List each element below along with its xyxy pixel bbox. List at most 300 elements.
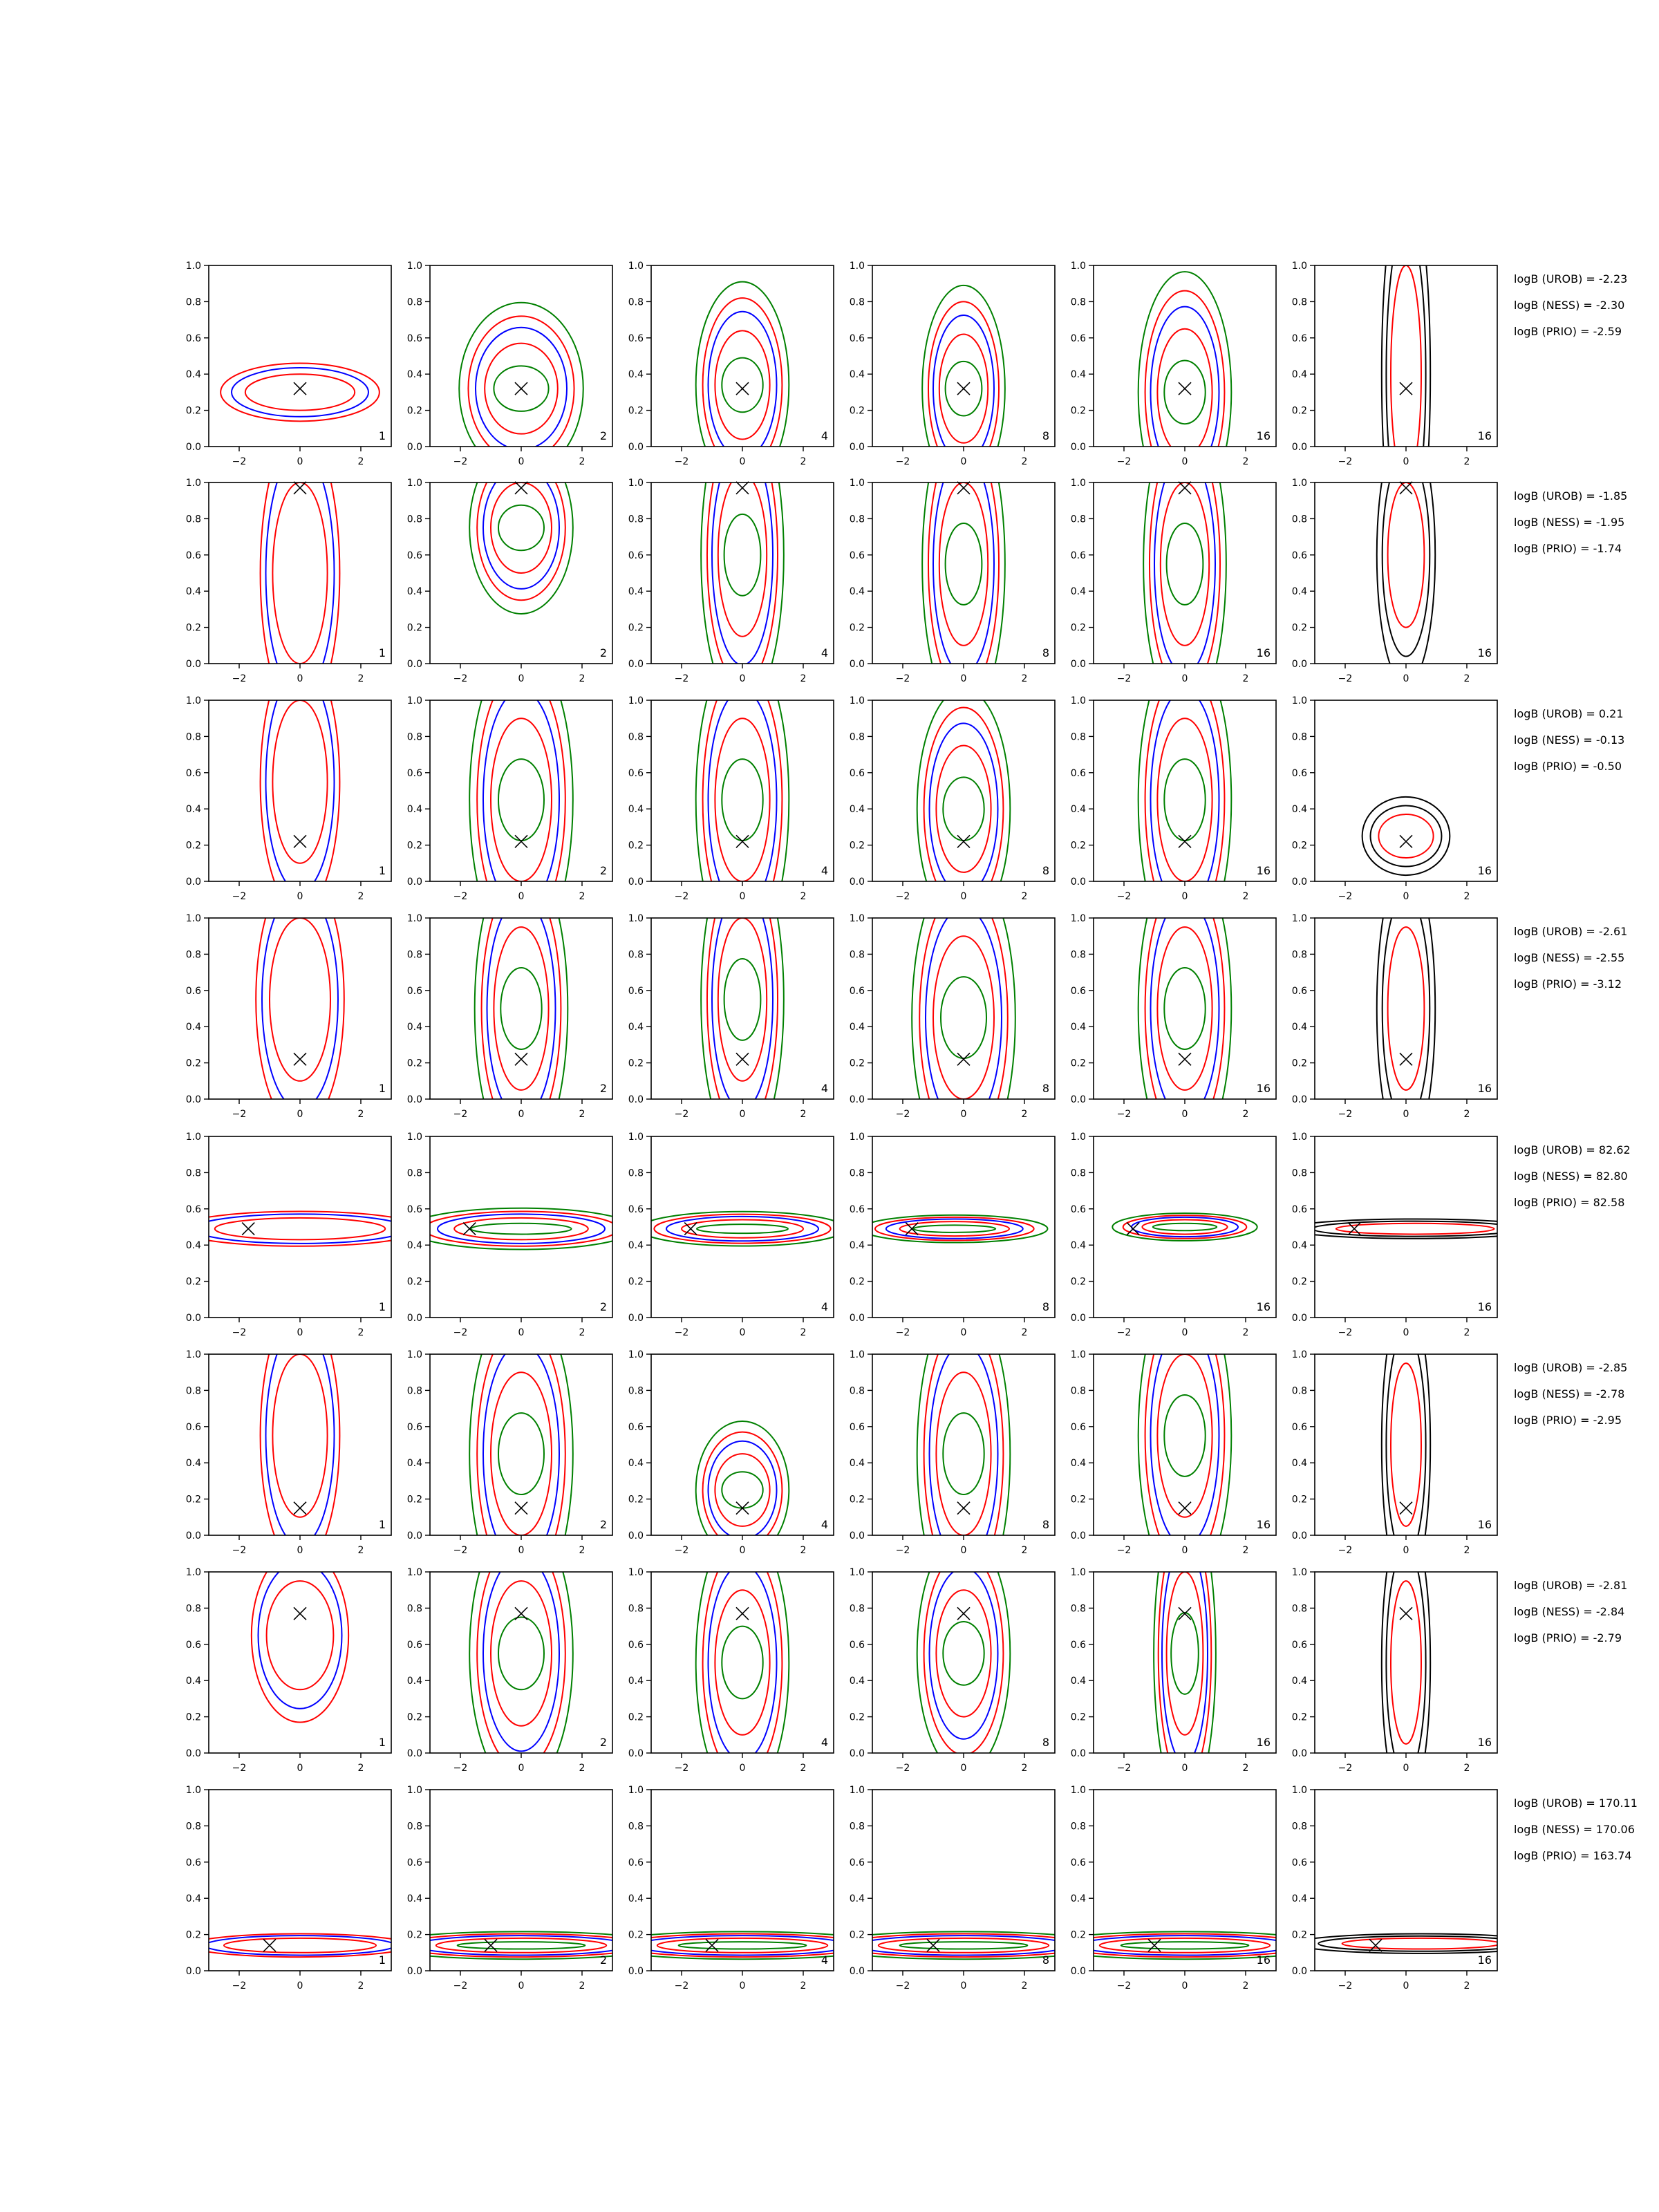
contour-green-inner xyxy=(1171,1613,1199,1694)
y-tick-label: 0.8 xyxy=(1291,1821,1307,1833)
panel-r4-c6 xyxy=(1292,862,1497,1155)
y-tick-label: 1.0 xyxy=(406,695,422,706)
x-tick-label: −2 xyxy=(1338,1545,1353,1556)
panel-r3-c2 xyxy=(407,645,612,955)
y-tick-label: 0.6 xyxy=(628,1203,644,1215)
y-tick-label: 0.0 xyxy=(185,1094,201,1105)
truth-marker xyxy=(294,1053,306,1065)
x-tick-label: −2 xyxy=(1338,456,1353,467)
truth-marker xyxy=(294,382,306,395)
y-tick-label: 0.0 xyxy=(1291,877,1307,888)
y-tick-label: 0.4 xyxy=(185,1893,201,1905)
y-tick-label: 1.0 xyxy=(628,695,644,706)
y-tick-label: 0.2 xyxy=(1291,1276,1307,1288)
y-tick-label: 0.2 xyxy=(185,1494,201,1506)
y-tick-label: 0.0 xyxy=(849,1313,865,1324)
y-tick-label: 0.6 xyxy=(185,1421,201,1433)
contour-green-inner xyxy=(1153,1224,1217,1230)
contour-green-inner xyxy=(498,1413,544,1494)
x-tick-label: −2 xyxy=(232,891,247,902)
x-tick-label: 0 xyxy=(518,673,525,684)
y-tick-label: 0.6 xyxy=(1291,550,1307,561)
y-tick-label: 0.2 xyxy=(628,840,644,852)
x-tick-label: −2 xyxy=(232,1763,247,1774)
y-tick-label: 0.6 xyxy=(1291,985,1307,997)
x-tick-label: −2 xyxy=(674,1109,689,1120)
contour-red-inner xyxy=(715,330,769,439)
y-tick-label: 0.4 xyxy=(185,369,201,381)
axes-frame xyxy=(1315,265,1497,447)
logb-annotation: logB (PRIO) = -0.50 xyxy=(1514,760,1622,773)
x-tick-label: 2 xyxy=(800,1763,807,1774)
x-tick-label: −2 xyxy=(674,891,689,902)
y-tick-label: 0.8 xyxy=(849,731,865,743)
axes-frame xyxy=(651,918,834,1099)
contour-green-inner xyxy=(1164,1395,1205,1477)
x-tick-label: 0 xyxy=(297,1545,303,1556)
y-tick-label: 0.0 xyxy=(628,1094,644,1105)
y-tick-label: 0.8 xyxy=(185,297,201,308)
contour-red-inner xyxy=(1142,1220,1227,1235)
y-tick-label: 0.0 xyxy=(185,442,201,453)
axes-frame xyxy=(1094,1136,1276,1318)
contour-group xyxy=(261,1305,340,1566)
axes-frame xyxy=(872,265,1055,447)
x-tick-label: 0 xyxy=(297,673,303,684)
y-tick-label: 0.8 xyxy=(849,1168,865,1179)
y-tick-label: 0.4 xyxy=(1291,1240,1307,1252)
y-tick-label: 0.8 xyxy=(406,1168,422,1179)
axes-frame xyxy=(1094,482,1276,664)
contour-group xyxy=(696,1525,789,1800)
x-tick-label: 2 xyxy=(1242,1327,1249,1338)
y-tick-label: 0.0 xyxy=(628,1313,644,1324)
y-tick-label: 0.2 xyxy=(406,1712,422,1723)
y-tick-label: 1.0 xyxy=(628,1567,644,1578)
x-tick-label: 0 xyxy=(960,1980,967,1991)
contour-blue xyxy=(709,1565,777,1761)
panel-r3-c4 xyxy=(850,688,1055,929)
x-tick-label: 2 xyxy=(357,673,364,684)
y-tick-label: 0.4 xyxy=(628,1240,644,1252)
contour-red-inner xyxy=(1157,718,1212,881)
y-tick-label: 1.0 xyxy=(628,261,644,272)
axes-frame xyxy=(209,1790,391,1971)
contour-green-inner xyxy=(722,759,762,841)
x-tick-label: 2 xyxy=(1463,891,1470,902)
y-tick-label: 0.2 xyxy=(1070,622,1086,634)
y-tick-label: 0.0 xyxy=(849,877,865,888)
y-tick-label: 0.2 xyxy=(628,1058,644,1069)
y-tick-label: 1.0 xyxy=(1070,1785,1086,1796)
y-tick-label: 0.2 xyxy=(849,1058,865,1069)
x-tick-label: 2 xyxy=(357,1763,364,1774)
y-tick-label: 1.0 xyxy=(849,1785,865,1796)
truth-marker xyxy=(706,1939,718,1951)
x-tick-label: 0 xyxy=(739,1980,746,1991)
y-tick-label: 1.0 xyxy=(1070,1567,1086,1578)
y-tick-label: 0.4 xyxy=(849,369,865,381)
y-tick-label: 1.0 xyxy=(1291,913,1307,924)
y-tick-label: 0.6 xyxy=(1070,985,1086,997)
x-tick-label: −2 xyxy=(1116,673,1132,684)
contour-red-inner xyxy=(936,746,991,872)
y-tick-label: 0.2 xyxy=(1291,622,1307,634)
panel-r8-c6 xyxy=(1292,1785,1548,1991)
y-tick-label: 0.0 xyxy=(406,1748,422,1759)
axes-frame xyxy=(1094,1572,1276,1753)
x-tick-label: −2 xyxy=(1338,1763,1353,1774)
y-tick-label: 0.6 xyxy=(1070,1857,1086,1868)
y-tick-label: 1.0 xyxy=(185,1132,201,1143)
x-tick-label: 0 xyxy=(1403,456,1409,467)
y-tick-label: 0.2 xyxy=(849,622,865,634)
contour-red-inner xyxy=(682,1220,803,1238)
contour-green-outer xyxy=(917,1533,1011,1774)
y-tick-label: 0.2 xyxy=(406,1494,422,1506)
x-tick-label: −2 xyxy=(1116,1545,1132,1556)
x-tick-label: 2 xyxy=(800,891,807,902)
panel-r8-c4 xyxy=(819,1785,1109,1991)
contour-green-outer xyxy=(912,863,1015,1172)
y-tick-label: 0.0 xyxy=(406,659,422,670)
y-tick-label: 1.0 xyxy=(406,478,422,489)
y-tick-label: 0.4 xyxy=(1070,369,1086,381)
contour-green-inner xyxy=(724,959,761,1040)
y-tick-label: 0.4 xyxy=(406,369,422,381)
contour-red-inner xyxy=(267,1581,334,1689)
contour-red-outer xyxy=(221,363,379,421)
contour-group xyxy=(190,1934,411,1958)
y-tick-label: 0.2 xyxy=(406,1276,422,1288)
y-tick-label: 0.6 xyxy=(1070,332,1086,344)
y-tick-label: 0.6 xyxy=(849,1421,865,1433)
axes-frame xyxy=(430,700,612,881)
contour-green-inner xyxy=(722,358,762,413)
x-tick-label: 0 xyxy=(297,1980,303,1991)
contour-group xyxy=(256,869,344,1130)
y-tick-label: 0.8 xyxy=(849,514,865,525)
y-tick-label: 0.0 xyxy=(849,659,865,670)
truth-marker xyxy=(515,1502,527,1515)
axes-frame xyxy=(430,265,612,447)
panel-number: 16 xyxy=(1256,1082,1271,1095)
x-tick-label: −2 xyxy=(1116,1763,1132,1774)
x-tick-label: 2 xyxy=(1021,673,1028,684)
x-tick-label: 2 xyxy=(1021,891,1028,902)
y-tick-label: 1.0 xyxy=(1291,1132,1307,1143)
x-tick-label: 2 xyxy=(800,1545,807,1556)
y-tick-label: 0.8 xyxy=(849,297,865,308)
y-tick-label: 1.0 xyxy=(1291,1567,1307,1578)
axes-frame xyxy=(872,700,1055,881)
panel-number: 1 xyxy=(378,1082,386,1095)
x-tick-label: 0 xyxy=(1181,1545,1188,1556)
y-tick-label: 0.4 xyxy=(1070,1893,1086,1905)
y-tick-label: 0.2 xyxy=(1291,1494,1307,1506)
y-tick-label: 0.8 xyxy=(628,1385,644,1397)
y-tick-label: 0.8 xyxy=(185,1821,201,1833)
contour-group xyxy=(917,1533,1011,1774)
y-tick-label: 0.0 xyxy=(406,1530,422,1541)
truth-marker xyxy=(1400,835,1412,847)
contour-black-inner xyxy=(1386,222,1425,526)
panel-number: 1 xyxy=(378,1300,386,1313)
logb-annotation: logB (UROB) = 0.21 xyxy=(1514,707,1624,720)
y-tick-label: 0.6 xyxy=(1291,332,1307,344)
y-tick-label: 0.2 xyxy=(1070,1058,1086,1069)
panel-r8-c5 xyxy=(1040,1785,1330,1991)
y-tick-label: 0.8 xyxy=(1070,949,1086,961)
x-tick-label: 0 xyxy=(1181,891,1188,902)
panel-number: 16 xyxy=(1477,1082,1492,1095)
y-tick-label: 0.4 xyxy=(628,1458,644,1470)
y-tick-label: 1.0 xyxy=(185,478,201,489)
contour-green-outer xyxy=(1138,272,1232,512)
y-tick-label: 0.8 xyxy=(1291,1168,1307,1179)
y-tick-label: 0.4 xyxy=(628,1893,644,1905)
y-tick-label: 0.8 xyxy=(849,1385,865,1397)
contour-red-outer xyxy=(424,1211,619,1246)
y-tick-label: 0.2 xyxy=(1070,1929,1086,1941)
y-tick-label: 0.0 xyxy=(849,1966,865,1977)
contour-group xyxy=(221,363,379,421)
contour-group xyxy=(469,1299,573,1609)
contour-red-inner xyxy=(715,718,769,881)
contour-blue xyxy=(266,1326,335,1546)
x-tick-label: 0 xyxy=(1181,1109,1188,1120)
contour-black-inner xyxy=(1382,453,1430,656)
y-tick-label: 0.2 xyxy=(849,840,865,852)
y-tick-label: 0.4 xyxy=(1291,586,1307,598)
panel-number: 1 xyxy=(378,646,386,659)
contour-red-inner xyxy=(272,482,327,664)
contour-red-outer xyxy=(619,1934,865,1958)
y-tick-label: 0.8 xyxy=(185,1168,201,1179)
panel-number: 8 xyxy=(1042,1082,1049,1095)
y-tick-label: 0.4 xyxy=(1291,1458,1307,1470)
contour-red-inner xyxy=(1342,1938,1501,1949)
x-tick-label: 0 xyxy=(1403,673,1409,684)
contour-blue xyxy=(483,467,559,589)
truth-marker xyxy=(957,1053,970,1065)
panel-number: 16 xyxy=(1477,864,1492,877)
y-tick-label: 0.2 xyxy=(849,405,865,417)
contour-group xyxy=(469,1516,573,1791)
axes-frame xyxy=(1315,918,1497,1099)
y-tick-label: 1.0 xyxy=(1291,695,1307,706)
contour-group xyxy=(469,645,573,955)
y-tick-label: 1.0 xyxy=(1070,261,1086,272)
contour-group xyxy=(1295,1934,1548,1953)
panel-r2-c1 xyxy=(186,428,391,718)
contour-red-inner xyxy=(215,1218,385,1239)
axes-frame xyxy=(1315,700,1497,881)
panel-number: 16 xyxy=(1256,646,1271,659)
y-tick-label: 0.4 xyxy=(849,1893,865,1905)
contour-red-inner xyxy=(715,1454,769,1526)
truth-marker xyxy=(1179,835,1191,847)
axes-frame xyxy=(872,918,1055,1099)
x-tick-label: 2 xyxy=(1463,1327,1470,1338)
x-tick-label: 2 xyxy=(357,1109,364,1120)
y-tick-label: 1.0 xyxy=(1291,1349,1307,1360)
x-tick-label: 0 xyxy=(1403,1763,1409,1774)
contour-red-inner xyxy=(718,918,767,1081)
panel-number: 2 xyxy=(599,1953,607,1967)
x-tick-label: 0 xyxy=(1403,1327,1409,1338)
logb-annotation: logB (UROB) = 170.11 xyxy=(1514,1797,1638,1810)
panel-r6-c2 xyxy=(407,1299,612,1609)
y-tick-label: 0.6 xyxy=(185,985,201,997)
y-tick-label: 0.4 xyxy=(849,586,865,598)
contour-red-inner xyxy=(1378,814,1433,858)
y-tick-label: 0.8 xyxy=(185,1603,201,1615)
panel-number: 2 xyxy=(599,646,607,659)
logb-annotation: logB (NESS) = -2.84 xyxy=(1514,1605,1625,1618)
x-tick-label: 0 xyxy=(1403,891,1409,902)
x-tick-label: −2 xyxy=(674,456,689,467)
panel-r5-c4 xyxy=(850,1132,1055,1338)
panel-number: 2 xyxy=(599,1736,607,1749)
axes-frame xyxy=(209,918,391,1099)
contour-group xyxy=(1362,797,1450,875)
truth-marker xyxy=(1400,1053,1412,1065)
y-tick-label: 0.2 xyxy=(1291,405,1307,417)
contour-red-inner xyxy=(491,1581,552,1726)
contour-blue xyxy=(709,1441,777,1539)
y-tick-label: 0.0 xyxy=(1291,1966,1307,1977)
y-tick-label: 1.0 xyxy=(406,913,422,924)
x-tick-label: 2 xyxy=(579,891,585,902)
y-tick-label: 0.8 xyxy=(1070,514,1086,525)
y-tick-label: 0.0 xyxy=(185,1313,201,1324)
truth-marker xyxy=(1179,1502,1191,1515)
y-tick-label: 0.6 xyxy=(406,332,422,344)
panels-group xyxy=(176,178,1638,1991)
x-tick-label: −2 xyxy=(453,891,468,902)
x-tick-label: 0 xyxy=(960,1327,967,1338)
contour-blue xyxy=(1151,1326,1219,1546)
contour-green-inner xyxy=(724,514,761,596)
panel-r1-c5 xyxy=(1071,261,1276,513)
truth-marker xyxy=(1400,482,1412,494)
y-tick-label: 0.8 xyxy=(628,297,644,308)
y-tick-label: 0.8 xyxy=(849,1821,865,1833)
truth-marker xyxy=(736,482,749,494)
x-tick-label: −2 xyxy=(453,1980,468,1991)
panel-r1-c2 xyxy=(407,261,612,475)
x-tick-label: 0 xyxy=(1403,1109,1409,1120)
y-tick-label: 1.0 xyxy=(1291,1785,1307,1796)
contour-red-inner xyxy=(657,1938,827,1953)
axes-frame xyxy=(872,1790,1055,1971)
panel-number: 4 xyxy=(821,1082,828,1095)
contour-blue xyxy=(262,890,338,1109)
contour-green-inner xyxy=(498,505,544,551)
axes-frame xyxy=(872,482,1055,664)
y-tick-label: 0.2 xyxy=(185,840,201,852)
y-tick-label: 0.4 xyxy=(628,804,644,816)
y-tick-label: 0.8 xyxy=(1291,514,1307,525)
logb-annotation: logB (UROB) = 82.62 xyxy=(1514,1143,1631,1156)
contour-green-inner xyxy=(1167,523,1203,605)
y-tick-label: 0.6 xyxy=(1070,767,1086,779)
y-tick-label: 0.2 xyxy=(849,1276,865,1288)
panel-number: 1 xyxy=(378,429,386,442)
y-tick-label: 0.4 xyxy=(1070,586,1086,598)
panel-r3-c3 xyxy=(628,645,834,955)
y-tick-label: 0.4 xyxy=(1291,804,1307,816)
contour-group xyxy=(1288,1219,1541,1238)
contour-green-inner xyxy=(1164,361,1205,424)
axes-frame xyxy=(872,1136,1055,1318)
truth-marker xyxy=(1400,1607,1412,1620)
y-tick-label: 0.0 xyxy=(185,877,201,888)
panel-number: 2 xyxy=(599,1300,607,1313)
x-tick-label: 0 xyxy=(518,1763,525,1774)
contour-group xyxy=(1138,272,1232,512)
panel-r8-c2 xyxy=(377,1785,666,1991)
contour-red-inner xyxy=(436,1938,606,1953)
y-tick-label: 0.6 xyxy=(849,1639,865,1651)
axes-frame xyxy=(430,1136,612,1318)
panel-r2-c2 xyxy=(407,442,612,684)
y-tick-label: 0.6 xyxy=(849,332,865,344)
contour-red-inner xyxy=(272,700,327,863)
y-tick-label: 0.6 xyxy=(1291,1639,1307,1651)
contour-blue xyxy=(709,312,777,458)
panel-number: 16 xyxy=(1256,1300,1271,1313)
contour-green-inner xyxy=(458,1942,585,1949)
x-tick-label: −2 xyxy=(895,1545,910,1556)
x-tick-label: 2 xyxy=(579,1980,585,1991)
y-tick-label: 0.6 xyxy=(406,1639,422,1651)
x-tick-label: −2 xyxy=(895,456,910,467)
contour-green-inner xyxy=(941,977,986,1058)
y-tick-label: 0.6 xyxy=(1291,767,1307,779)
contour-red-inner xyxy=(879,1938,1049,1953)
panel-r7-c4 xyxy=(850,1533,1055,1774)
y-tick-label: 0.2 xyxy=(406,1929,422,1941)
y-tick-label: 1.0 xyxy=(849,695,865,706)
contour-red-inner xyxy=(1100,1938,1270,1953)
y-tick-label: 1.0 xyxy=(185,261,201,272)
x-tick-label: 0 xyxy=(739,456,746,467)
x-tick-label: 0 xyxy=(739,673,746,684)
x-tick-label: −2 xyxy=(895,673,910,684)
y-tick-label: 0.8 xyxy=(1070,1385,1086,1397)
x-tick-label: 2 xyxy=(357,456,364,467)
logb-annotation: logB (NESS) = 82.80 xyxy=(1514,1170,1628,1183)
y-tick-label: 0.8 xyxy=(849,949,865,961)
y-tick-label: 0.2 xyxy=(628,1712,644,1723)
contour-black-outer xyxy=(1295,1934,1548,1953)
y-tick-label: 0.2 xyxy=(628,1494,644,1506)
truth-marker xyxy=(1400,1502,1412,1515)
contour-black-outer xyxy=(1362,797,1450,875)
x-tick-label: 0 xyxy=(739,1327,746,1338)
axes-frame xyxy=(209,1136,391,1318)
y-tick-label: 0.0 xyxy=(406,877,422,888)
contour-green-inner xyxy=(943,777,984,841)
y-tick-label: 0.0 xyxy=(1070,1966,1086,1977)
x-tick-label: −2 xyxy=(1338,673,1353,684)
y-tick-label: 0.0 xyxy=(1070,442,1086,453)
panel-number: 16 xyxy=(1477,1300,1492,1313)
contour-group xyxy=(1138,645,1232,955)
x-tick-label: 2 xyxy=(579,1109,585,1120)
